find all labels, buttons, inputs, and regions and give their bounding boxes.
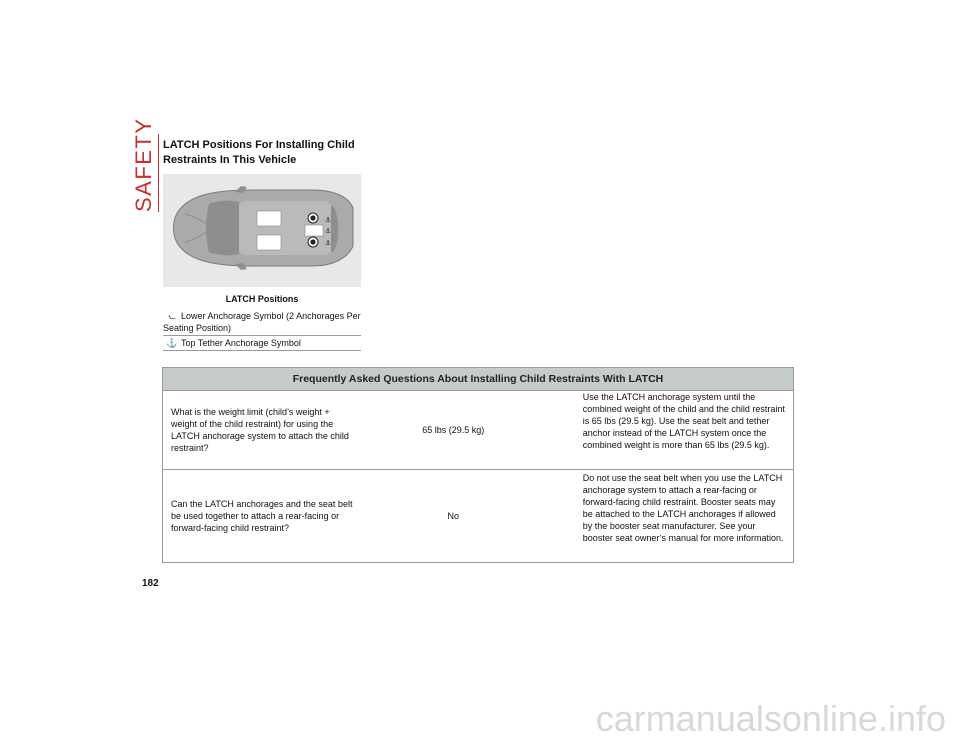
watermark: carmanualsonline.info [595,698,946,739]
lower-anchorage-icon: ⦦ [168,311,176,321]
faq-question: What is the weight limit (child’s weight + weight of the child restraint) for using the LATCH anchorage system to attach the child restraint? [171,407,349,453]
table-row [163,470,793,562]
faq-table [162,367,794,563]
rear-seat-center [305,225,323,236]
faq-question: Can the LATCH anchorages and the seat belt be used together to attach a rear-facing or forward-facing child restraint? [171,499,353,533]
legend-item [163,309,361,336]
top-tether-marker-1: ⚓ [325,216,332,224]
top-tether-marker-3: ⚓ [325,239,332,247]
car-top-view-illustration [163,174,361,287]
figure-legend [163,309,361,351]
front-seat-left [257,211,281,226]
faq-table-header: Frequently Asked Questions About Installing Child Restraints With LATCH [163,368,793,391]
faq-detail: Use the LATCH anchorage system until the combined weight of the child and the child restraint is 65 lbs (29.5 kg). Use the seat belt and tether anchor instead of the LATCH system once the combined weight is more than 65 lbs (29.5 kg). [582,392,785,450]
table-row [163,391,793,470]
faq-answer: No [447,511,460,521]
figure-caption: LATCH Positions [225,294,299,304]
page-number: 182 [142,578,159,589]
section-divider [158,134,159,212]
top-tether-icon: ⚓ [166,338,178,348]
windshield [206,201,239,256]
legend-item-text: Lower Anchorage Symbol (2 Anchorages Per Seating Position) [163,311,361,333]
front-seat-right [257,235,281,250]
faq-answer: 65 lbs (29.5 kg) [422,425,485,435]
section-tab-label: SAFETY [131,117,156,212]
legend-item-text: Top Tether Anchorage Symbol [181,338,301,348]
faq-detail: Do not use the seat belt when you use the LATCH anchorage system to attach a rear-facing or forward-facing child restraint. Booster seats may be attached to the LATCH anchorages if allowed by the booster seat manufacturer. See your booster seat owner’s manual for more information. [582,473,784,543]
top-tether-marker-2: ⚓ [325,227,332,235]
legend-item [163,336,361,351]
section-title: LATCH Positions For Installing Child Restraints In This Vehicle [163,139,355,166]
section-tab [131,117,156,212]
latch-positions-figure [163,174,361,287]
